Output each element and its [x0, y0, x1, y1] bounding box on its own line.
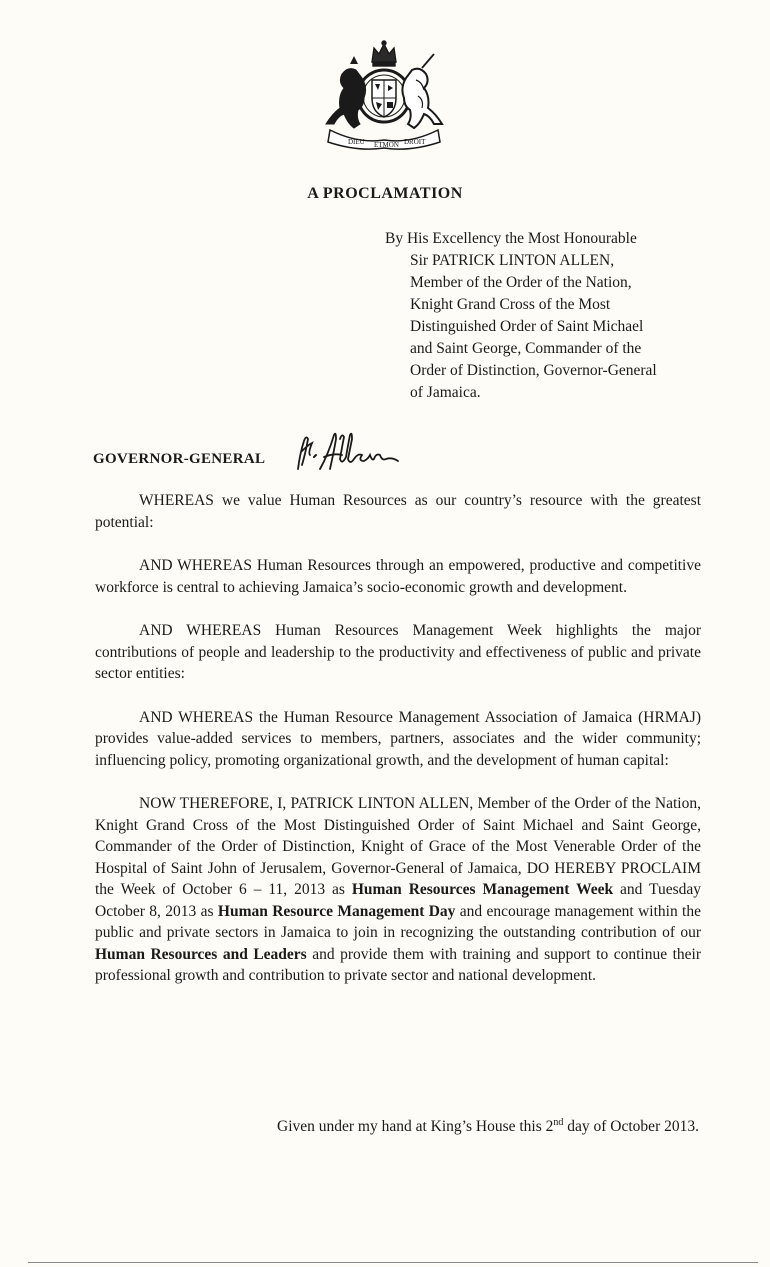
whereas-paragraph-2: AND WHEREAS Human Resources through an empowered, productive and competitive workforce is central to achieving Jamaica’s socio-economic growth and development. [95, 557, 701, 596]
proclaim-bold-text: Human Resources and Leaders [95, 945, 307, 963]
by-his-excellency-block [385, 228, 715, 404]
by-line-row: and Saint George, Commander of the [410, 340, 642, 357]
by-line-rest [385, 250, 715, 404]
crest-motto-left: DIEU [348, 138, 365, 146]
proclaim-bold-text: Human Resource Management Day [217, 902, 456, 920]
proclaim-text: and Tuesday October 8, 2013 as [95, 881, 701, 920]
by-line-row: Knight Grand Cross of the Most [410, 296, 611, 313]
governor-general-label: GOVERNOR-GENERAL [93, 451, 266, 467]
handwritten-signature-icon [288, 425, 403, 475]
royal-coat-of-arms-icon [318, 40, 450, 152]
by-line-row: Distinguished Order of Saint Michael [410, 318, 644, 335]
whereas-paragraph-4: AND WHEREAS the Human Resource Management Association of Jamaica (HRMAJ) provides value-added services to members, partners, associates and the wider community; influencing policy, promoting organizational growth, and the development of human capital: [95, 708, 701, 769]
given-ordinal: nd [553, 1117, 564, 1128]
crest-motto-right: DROIT [404, 138, 426, 146]
proclaim-text: and provide them with training and support to continue their professional growth and contribution to private sector and national development. [95, 945, 701, 984]
given-text: day of October 2013. [563, 1118, 699, 1136]
given-under-hand [277, 1112, 705, 1138]
proclamation-body [95, 490, 701, 987]
proclamation-title: A PROCLAMATION [307, 185, 463, 202]
proclaim-text: NOW THEREFORE, I, PATRICK LINTON ALLEN, Member of the Order of the Nation, Knight Grand Cross of the Most Distinguished Order of Saint Michael and Saint George, Commander of the Order of Distinction, Knight of Grace of the Most Venerable Order of the Hospital of Saint John of Jerusalem, Governor-General of Jamaica, DO HEREBY PROCLAIM the Week of October 6 – 11, 2013 as [95, 795, 701, 898]
whereas-paragraph-3: AND WHEREAS Human Resources Management Week highlights the major contributions of people and leadership to the productivity and effectiveness of public and private sector entities: [95, 622, 701, 682]
by-line-row: Sir PATRICK LINTON ALLEN, [410, 252, 615, 269]
given-text: Given under my hand at King’s House this 2 [277, 1118, 554, 1136]
proclaim-bold-text: Human Resources Management Week [351, 881, 614, 898]
proclaim-paragraph [95, 793, 701, 987]
by-line-first: By His Excellency the Most Honourable [385, 230, 637, 247]
by-line-row: Member of the Order of the Nation, [410, 274, 632, 291]
bottom-divider [28, 1262, 758, 1263]
crest-motto-center: ETMON [374, 141, 399, 149]
by-line-row: of Jamaica. [410, 384, 481, 401]
proclaim-text: and encourage management within the public and private sectors in Jamaica to join in recognizing the outstanding contribution of our [95, 902, 701, 941]
by-line-row: Order of Distinction, Governor-General [410, 362, 657, 379]
whereas-paragraph-1: WHEREAS we value Human Resources as our country’s resource with the greatest potential: [95, 492, 701, 531]
